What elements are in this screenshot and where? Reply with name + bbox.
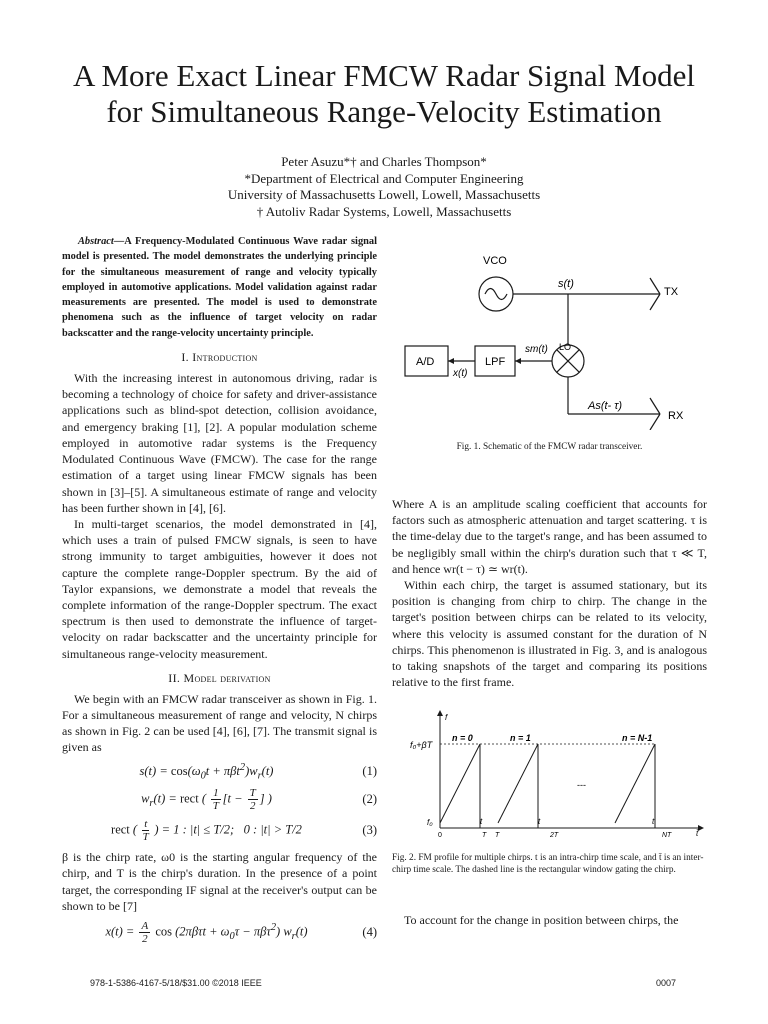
figure-1-schematic	[392, 248, 710, 430]
received-signal-label: As(t- τ)	[588, 400, 623, 412]
figure-1-caption-box	[392, 441, 707, 453]
equation-4: x(t) = $\frac{A}{2}$ $\cos (2\pi\beta\tau t + \omega_0\tau - \pi\beta\tau^2)$ $w_r(t)$ (4)	[105, 920, 377, 946]
t-label-1: t	[480, 817, 483, 826]
chirp-ellipsis: ---	[577, 780, 586, 790]
section-heading-model	[62, 671, 377, 686]
affiliation-1: *Department of Electrical and Computer Engineering	[244, 170, 524, 186]
title-line-2: for Simultaneous Range-Velocity Estimation	[106, 94, 662, 129]
abstract-text: —A Frequency-Modulated Continuous Wave radar signal model is presented. The model demonstrates the underlying principle for the simultaneous measurement of range and velocity typically employed in automotive applications. Model validation against radar measurements are presented. The model is used to demonstrate phenomena such as the influence of target velocity on radar backscatter and the range-velocity uncertainty principle.	[62, 236, 377, 339]
title-line-1: A More Exact Linear FMCW Radar Signal Model	[73, 58, 695, 93]
f0-label: f₀	[427, 818, 433, 827]
right-paragraph-2: Within each chirp, the target is assumed stationary, but its position is changing from chirp to chirp. The change in the target's position between chirps can be related to its velocity, where this velocity is assumed constant for the duration of N chirps. This phenomenon is illustrated in Fig. 3, and is analogous to taking snapshots of the target and comparing its positions relative to the first frame.	[392, 578, 707, 690]
equation-3: rect ( $\frac{t}{T}$ ) = 1 : |t| ≤ T/2; 0 : |t| > T/2 (3)	[111, 818, 377, 844]
right-paragraph-1: Where A is an amplitude scaling coefficient that accounts for factors such as atmospheric attenuation and target scattering. τ is the time-delay due to the target's range, and has been assumed to be negligibly small within the chirp's duration such that τ ≪ T, and hence wr(t − τ) ≃ wr(t).	[392, 497, 707, 576]
t-label-3: t	[652, 817, 655, 826]
lpf-label: LPF	[485, 356, 506, 368]
footer-copyright: 978-1-5386-4167-5/18/$31.00 ©2018 IEEE	[90, 978, 262, 988]
figure-2-caption: Fig. 2. FM profile for multiple chirps. t is an intra-chirp time scale, and t̄ is an inter-chirp time scale. The dashed line is the rectangular window gating the chirp.	[392, 853, 704, 875]
figure-1-caption: Fig. 1. Schematic of the FMCW radar transceiver.	[456, 442, 643, 452]
equation-number: (4)	[362, 925, 377, 940]
equation-1: $s(t) = \cos(\omega_0t + \pi\beta t^2)w_r(t)$ (1)	[139, 761, 377, 782]
intro-paragraph-1: With the increasing interest in autonomous driving, radar is becoming a technology of choice for safety and driver-assistance applications such as blind-spot detection, collision avoidance, and emergency braking [1], [2]. A popular modulation scheme employed in automotive radar systems is the Frequency Modulated Continuous Wave (FMCW). The case for the range estimation of a target using linear FMCW signals has been shown in [3]–[5]. A simultaneous estimate of range and velocity has been further shown in [4], [6].	[62, 371, 377, 515]
sm-label: sm(t)	[525, 344, 548, 355]
chirp-nn-label: n = N-1	[622, 733, 653, 743]
model-paragraph-2: β is the chirp rate, ω0 is the starting angular frequency of the chirp, and T is the chirp's duration. In the presence of a point target, the corresponding IF signal at the receiver's output can be shown to be [7]	[62, 850, 377, 913]
vco-label: VCO	[483, 255, 507, 267]
abstract	[62, 234, 377, 341]
rx-label: RX	[668, 410, 684, 422]
chirp-n1-label: n = 1	[510, 733, 531, 743]
t-label-2: t	[538, 817, 541, 826]
section-title: Model derivation	[183, 670, 271, 685]
equation-2: $w_r(t)$ = rect ( $\frac{1}{T}$ [t − $\frac{T}{2}$ ] ) (2)	[141, 787, 377, 813]
tbar-label: t̄	[696, 829, 699, 838]
chirp-n0-label: n = 0	[452, 733, 473, 743]
abstract-lead: Abstract	[78, 236, 114, 247]
tick-2T: 2T	[550, 832, 559, 839]
model-paragraph-1: We begin with an FMCW radar transceiver as shown in Fig. 1. For a simultaneous measurement of range and velocity, N chirps as shown in Fig. 2 can be used [4], [6], [7]. The transmit signal is given as	[62, 691, 377, 755]
right-column-text	[392, 496, 707, 690]
right-column-tail	[392, 912, 707, 928]
tick-NT: NT	[662, 832, 672, 839]
tx-label: TX	[664, 286, 679, 298]
section-number: I.	[181, 350, 189, 365]
section-number: II.	[168, 670, 181, 685]
footer-page-number: 0007	[656, 978, 677, 988]
tick-t-upper: T	[482, 832, 487, 839]
affiliation-2: University of Massachusetts Lowell, Lowell, Massachusetts	[227, 187, 541, 202]
ad-label: A/D	[416, 356, 435, 368]
equation-number: (1)	[362, 763, 377, 778]
equation-number: (3)	[362, 823, 377, 838]
intro-paragraph-2: In multi-target scenarios, the model demonstrated in [4], which uses a train of pulsed FMCW signals, is seen to have strong immunity to target ambiguities, however it does not capture the complete range-Doppler spectrum. By the aid of Taylor expansions, we demonstrate a model that reveals the complete information of the range-Doppler spectrum. The exact spectrum is then used to demonstrate the influence of target-velocity on radar backscatter and the uncertainty principle for simultaneous range-velocity measurement.	[62, 516, 377, 661]
author-block	[100, 154, 668, 220]
sine-wave-icon	[485, 289, 507, 300]
xt-label: x(t)	[453, 368, 468, 379]
section-title: Introduction	[192, 350, 258, 365]
lo-label: LO	[559, 342, 572, 352]
section-heading-intro	[62, 350, 377, 365]
right-paragraph-3: To account for the change in position between chirps, the	[404, 913, 679, 927]
st-label: s(t)	[558, 278, 574, 290]
tick-T: T	[495, 832, 500, 839]
author-names: Peter Asuzu*† and Charles Thompson*	[281, 154, 487, 169]
equation-number: (2)	[362, 792, 377, 807]
affiliation-3: † Autoliv Radar Systems, Lowell, Massachusetts	[256, 203, 512, 219]
paper-title	[40, 58, 728, 130]
f-top-label: f₀+βT	[410, 740, 433, 750]
tick-zero: 0	[438, 832, 442, 839]
figure-2-fm-profile	[400, 708, 710, 843]
f-axis-label: f	[445, 713, 448, 722]
figure-2-caption-box	[392, 852, 707, 876]
left-column	[62, 234, 377, 951]
